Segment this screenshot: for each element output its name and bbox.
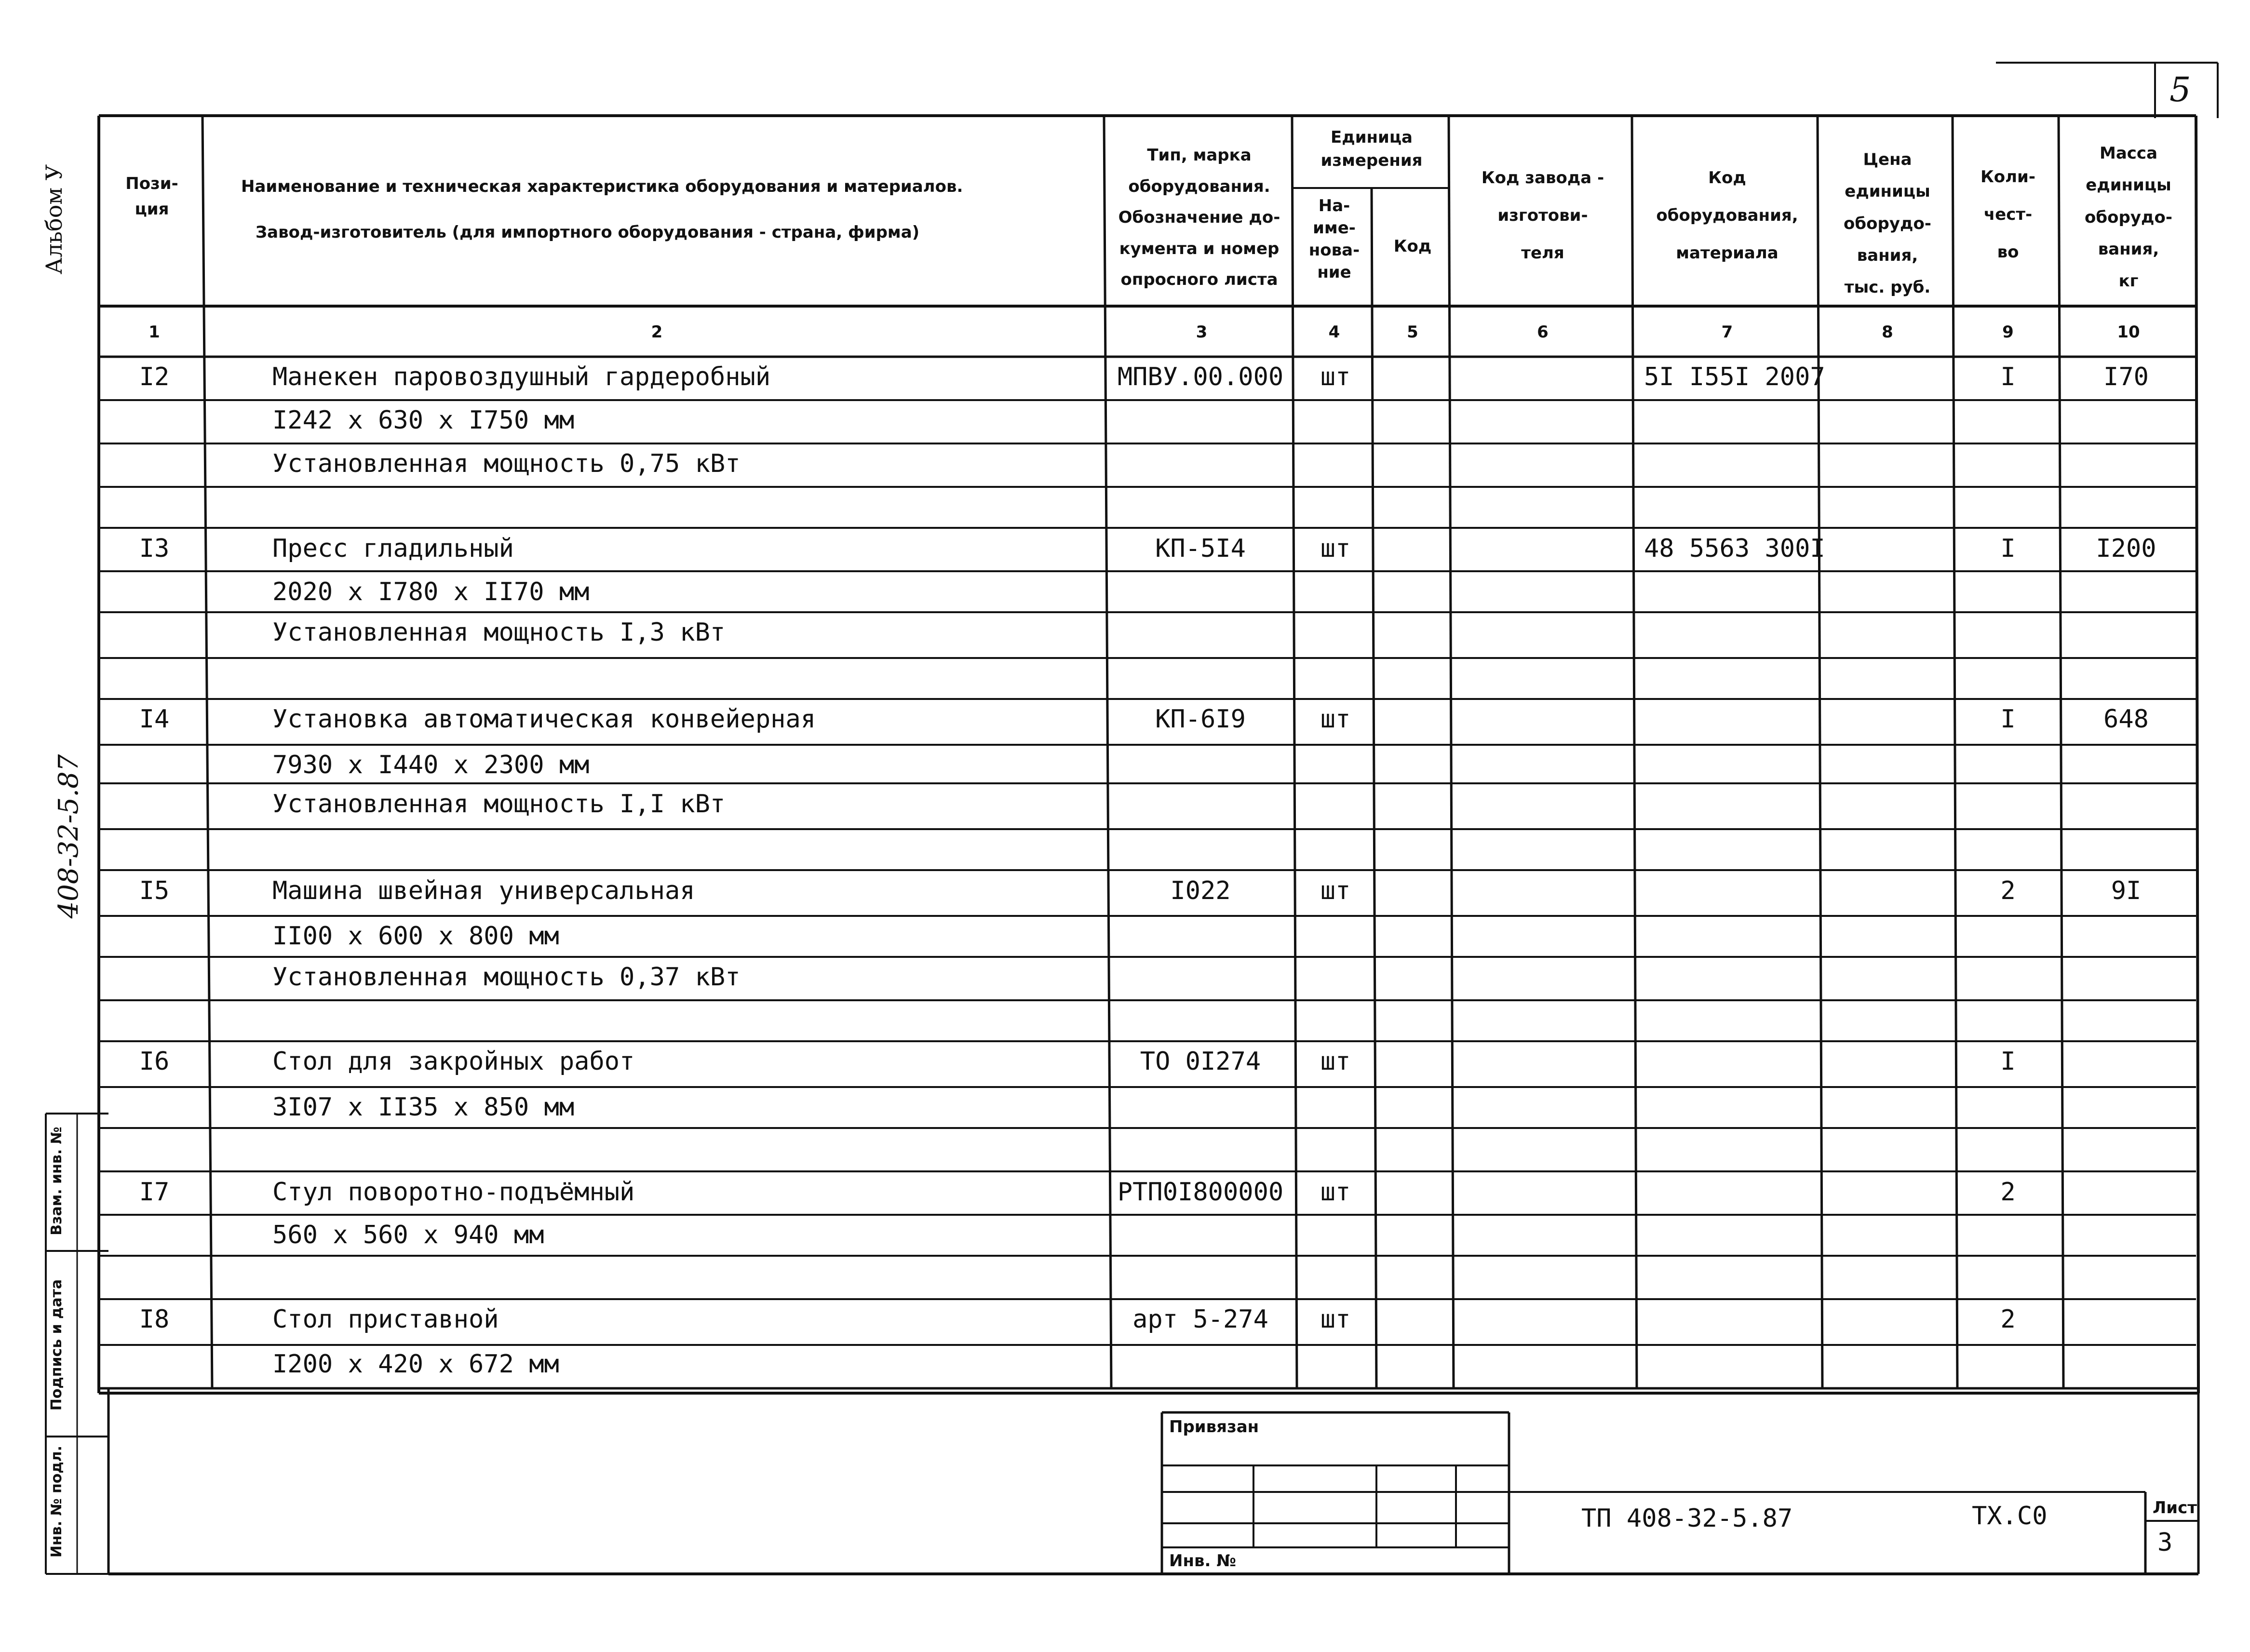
row-position: I4 <box>139 705 170 734</box>
row-quantity: I <box>2000 363 2016 391</box>
stamp-attached-label: Привязан <box>1169 1417 1259 1437</box>
col-num-8: 8 <box>1882 322 1893 342</box>
row-type: I022 <box>1170 876 1231 905</box>
row-type: ТО 0I274 <box>1140 1047 1261 1076</box>
row-position: I6 <box>139 1047 170 1076</box>
col-num-9: 9 <box>2002 322 2014 342</box>
stamp-label-vzam-inv: Взам. инв. № <box>48 1127 65 1236</box>
side-document-code: 408-32-5.87 <box>53 754 84 919</box>
col-num-2: 2 <box>651 322 663 342</box>
header-unit-name: На- име- нова- ние <box>1308 196 1360 282</box>
row-name: Установленная мощность I,3 кВт <box>272 618 726 647</box>
stamp-inv-number-label: Инв. № <box>1169 1551 1237 1571</box>
row-quantity: I <box>2000 534 2016 563</box>
row-unit: шт <box>1320 1047 1351 1076</box>
row-position: I5 <box>139 876 170 905</box>
row-quantity: I <box>2000 705 2016 734</box>
header-mass: Масса единицы оборудо- вания, кг <box>2085 144 2172 291</box>
row-mass: I200 <box>2096 534 2156 563</box>
header-unit: Единица измерения <box>1320 128 1423 170</box>
row-name: Установленная мощность I,I кВт <box>272 790 726 819</box>
header-price: Цена единицы оборудо- вания, тыс. руб. <box>1844 150 1931 297</box>
col-num-10: 10 <box>2117 322 2140 342</box>
row-equipment-code: 5I I55I 2007 <box>1644 363 1825 391</box>
row-name: 7930 х I440 х 2300 мм <box>272 751 590 779</box>
row-type: КП-6I9 <box>1155 705 1246 734</box>
row-type: КП-5I4 <box>1155 534 1246 563</box>
header-position: Пози- ция <box>125 174 178 219</box>
document-code: ТП 408-32-5.87 <box>1581 1504 1793 1533</box>
row-type: арт 5-274 <box>1132 1305 1268 1334</box>
header-name: Наименование и техническая характеристика оборудования и материалов. Завод-изготовитель (для импортного оборудования - страна, фирма) <box>241 177 963 242</box>
col-num-1: 1 <box>148 322 160 342</box>
row-type: МПВУ.00.000 <box>1117 363 1284 391</box>
row-quantity: 2 <box>2000 876 2016 905</box>
page-number: 5 <box>2169 70 2191 109</box>
header-manufacturer-code: Код завода - изготови- теля <box>1481 168 1604 263</box>
row-position: I8 <box>139 1305 170 1334</box>
header-type: Тип, марка оборудования. Обозначение до- кумента и номер опросного листа <box>1118 146 1280 290</box>
row-position: I2 <box>139 363 170 391</box>
row-unit: шт <box>1320 1305 1351 1334</box>
row-equipment-code: 48 5563 300I <box>1644 534 1825 563</box>
header-equipment-code: Код оборудования, материала <box>1656 168 1798 263</box>
row-quantity: 2 <box>2000 1178 2016 1207</box>
col-num-6: 6 <box>1537 322 1549 342</box>
header-quantity: Коли- чест- во <box>1981 167 2035 262</box>
album-label: Альбом У <box>41 164 67 275</box>
row-name: 2020 х I780 х II70 мм <box>272 578 590 606</box>
row-quantity: 2 <box>2000 1305 2016 1334</box>
sheet-number: 3 <box>2157 1528 2173 1557</box>
row-name: 560 х 560 х 940 мм <box>272 1221 544 1249</box>
row-position: I3 <box>139 534 170 563</box>
row-name: Стол для закройных работ <box>272 1047 635 1076</box>
row-mass: I70 <box>2103 363 2149 391</box>
row-name: Стул поворотно-подъёмный <box>272 1178 635 1207</box>
row-unit: шт <box>1320 1178 1351 1207</box>
row-unit: шт <box>1320 534 1351 563</box>
row-unit: шт <box>1320 363 1351 391</box>
row-name: I242 х 630 х I750 мм <box>272 406 575 435</box>
row-position: I7 <box>139 1178 170 1207</box>
col-num-4: 4 <box>1328 322 1340 342</box>
row-unit: шт <box>1320 876 1351 905</box>
row-mass: 9I <box>2111 876 2142 905</box>
row-unit: шт <box>1320 705 1351 734</box>
row-quantity: I <box>2000 1047 2016 1076</box>
row-name: II00 х 600 х 800 мм <box>272 922 559 951</box>
col-num-5: 5 <box>1407 322 1418 342</box>
row-name: Установленная мощность 0,37 кВт <box>272 963 741 992</box>
row-name: Установка автоматическая конвейерная <box>272 705 816 734</box>
row-name: Пресс гладильный <box>272 534 514 563</box>
row-name: Установленная мощность 0,75 кВт <box>272 449 741 478</box>
section-code: ТХ.С0 <box>1972 1502 2048 1531</box>
row-name: Стол приставной <box>272 1305 499 1334</box>
row-name: I200 х 420 х 672 мм <box>272 1350 559 1379</box>
stamp-label-signature-date: Подпись и дата <box>48 1279 65 1411</box>
row-name: Машина швейная универсальная <box>272 876 695 905</box>
row-name: Манекен паровоздушный гардеробный <box>272 363 771 391</box>
row-mass: 648 <box>2103 705 2149 734</box>
header-unit-code: Код <box>1393 237 1432 256</box>
col-num-7: 7 <box>1721 322 1733 342</box>
sheet-label: Лист <box>2153 1498 2197 1518</box>
row-name: 3I07 х II35 х 850 мм <box>272 1093 575 1122</box>
col-num-3: 3 <box>1196 322 1208 342</box>
row-type: РТП0I800000 <box>1117 1178 1284 1207</box>
stamp-label-inv-podl: Инв. № подл. <box>48 1445 65 1558</box>
